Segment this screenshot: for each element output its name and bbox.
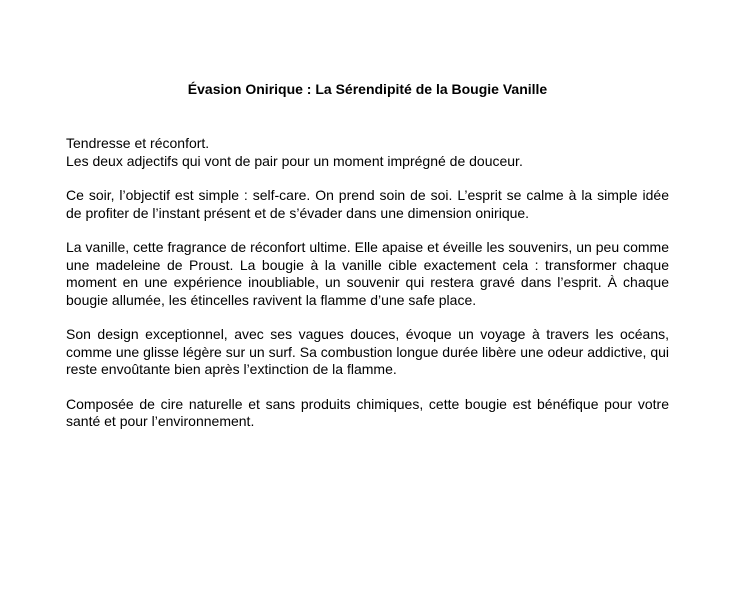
paragraph-composition: Composée de cire naturelle et sans produits chimiques, cette bougie est bénéfique pour votre santé et pour l’environnement. [66,395,669,429]
paragraph-design: Son design exceptionnel, avec ses vagues douces, évoque un voyage à travers les océans, comme une glisse légère sur un surf. Sa combustion longue durée libère une odeur addictive, qui reste envoûtante bien après l’extinction de la flamme. [66,326,669,377]
document-title: Évasion Onirique : La Sérendipité de la Bougie Vanille [187,81,548,97]
intro-paragraph [66,135,669,170]
paragraph-vanilla: La vanille, cette fragrance de réconfort ultime. Elle apaise et éveille les souvenirs, un peu comme une madeleine de Proust. La bougie à la vanille cible exactement cela : transformer chaque moment en une expérience inoubliable, un souvenir qui restera gravé dans l’esprit. À chaque bougie allumée, les étincelles ravivent la flamme d’une safe place. [66,239,669,308]
intro-line-2: Les deux adjectifs qui vont de pair pour un moment imprégné de douceur. [66,152,523,169]
document-body [66,135,669,448]
paragraph-self-care: Ce soir, l’objectif est simple : self-care. On prend soin de soi. L’esprit se calme à la simple idée de profiter de l’instant présent et de s’évader dans une dimension onirique. [66,187,669,221]
intro-line-1: Tendresse et réconfort. [66,135,210,151]
